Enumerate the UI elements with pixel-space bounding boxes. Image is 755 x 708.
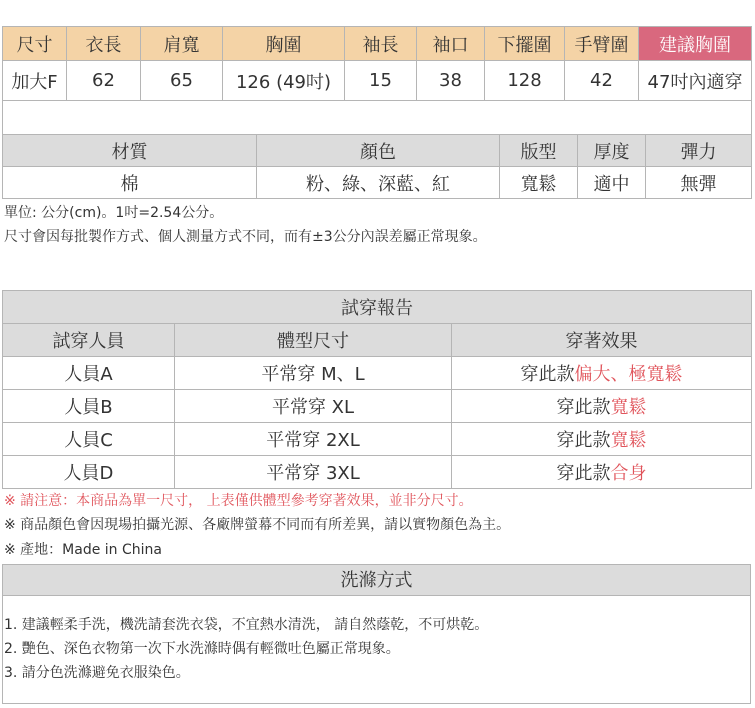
effect-highlight: 偏大、極寬鬆 [574, 364, 683, 385]
unit-note: 單位: 公分(cm)。1吋=2.54公分。 [4, 205, 224, 221]
wash-item: 3. 請分色洗滌避免衣服染色。 [4, 665, 190, 681]
color-header: 顏色 [257, 135, 500, 167]
body-size-cell: 平常穿 M、L [175, 357, 452, 390]
size-table [2, 26, 752, 135]
size-header: 尺寸 [3, 27, 67, 61]
effect-prefix: 穿此款 [520, 364, 575, 385]
table-row [3, 357, 752, 390]
size-cell: 加大F [3, 61, 67, 101]
elasticity-header: 彈力 [646, 135, 752, 167]
try-report-title: 試穿報告 [3, 291, 752, 324]
hem-cell: 128 [485, 61, 565, 101]
length-header: 衣長 [67, 27, 141, 61]
effect-prefix: 穿此款 [556, 397, 611, 418]
tester-header: 試穿人員 [3, 324, 175, 357]
sleeve-length-header: 袖長 [345, 27, 417, 61]
effect-highlight: 寬鬆 [610, 430, 647, 451]
body-size-cell: 平常穿 3XL [175, 456, 452, 489]
effect-highlight: 合身 [610, 463, 647, 484]
shoulder-header: 肩寬 [141, 27, 223, 61]
sleeve-length-cell: 15 [345, 61, 417, 101]
table-row [3, 423, 752, 456]
fit-cell: 寬鬆 [500, 167, 578, 199]
wear-effect-header: 穿著效果 [452, 324, 752, 357]
effect-highlight: 寬鬆 [610, 397, 647, 418]
body-size-cell: 平常穿 XL [175, 390, 452, 423]
material-table [2, 134, 752, 199]
material-cell: 棉 [3, 167, 257, 199]
origin-notice: ※ 產地：Made in China [4, 542, 162, 558]
tester-cell: 人員A [3, 357, 175, 390]
tester-cell: 人員B [3, 390, 175, 423]
wash-title: 洗滌方式 [2, 564, 751, 596]
elasticity-cell: 無彈 [646, 167, 752, 199]
wash-item: 1. 建議輕柔手洗，機洗請套洗衣袋，不宜熱水清洗， 請自然蔭乾，不可烘乾。 [4, 617, 489, 633]
recommended-chest-cell: 47吋內適穿 [639, 61, 752, 101]
hem-header: 下擺圍 [485, 27, 565, 61]
table-row [3, 390, 752, 423]
recommended-chest-header: 建議胸圍 [639, 27, 752, 61]
cuff-header: 袖口 [417, 27, 485, 61]
thickness-header: 厚度 [578, 135, 646, 167]
chest-header: 胸圍 [223, 27, 345, 61]
material-header: 材質 [3, 135, 257, 167]
wear-effect-cell [452, 423, 752, 456]
effect-prefix: 穿此款 [556, 463, 611, 484]
try-report-table [2, 290, 752, 489]
arm-cell: 42 [565, 61, 639, 101]
thickness-cell: 適中 [578, 167, 646, 199]
wear-effect-cell [452, 390, 752, 423]
body-size-header: 體型尺寸 [175, 324, 452, 357]
chest-cell: 126 (49吋) [223, 61, 345, 101]
body-size-cell: 平常穿 2XL [175, 423, 452, 456]
color-cell: 粉、綠、深藍、紅 [257, 167, 500, 199]
wear-effect-cell [452, 456, 752, 489]
color-notice: ※ 商品顏色會因現場拍攝光源、各廠牌螢幕不同而有所差異，請以實物顏色為主。 [4, 517, 511, 533]
arm-header: 手臂圍 [565, 27, 639, 61]
effect-prefix: 穿此款 [556, 430, 611, 451]
tester-cell: 人員D [3, 456, 175, 489]
wash-item: 2. 艷色、深色衣物第一次下水洗滌時偶有輕微吐色屬正常現象。 [4, 641, 400, 657]
tester-cell: 人員C [3, 423, 175, 456]
blank-row [3, 101, 752, 135]
wear-effect-cell [452, 357, 752, 390]
fit-header: 版型 [500, 135, 578, 167]
single-size-warning: ※ 請注意：本商品為單一尺寸， 上表僅供體型參考穿著效果，並非分尺寸。 [4, 493, 473, 509]
table-row [3, 456, 752, 489]
length-cell: 62 [67, 61, 141, 101]
shoulder-cell: 65 [141, 61, 223, 101]
tolerance-note: 尺寸會因每批製作方式、個人測量方式不同，而有±3公分內誤差屬正常現象。 [4, 229, 487, 245]
cuff-cell: 38 [417, 61, 485, 101]
